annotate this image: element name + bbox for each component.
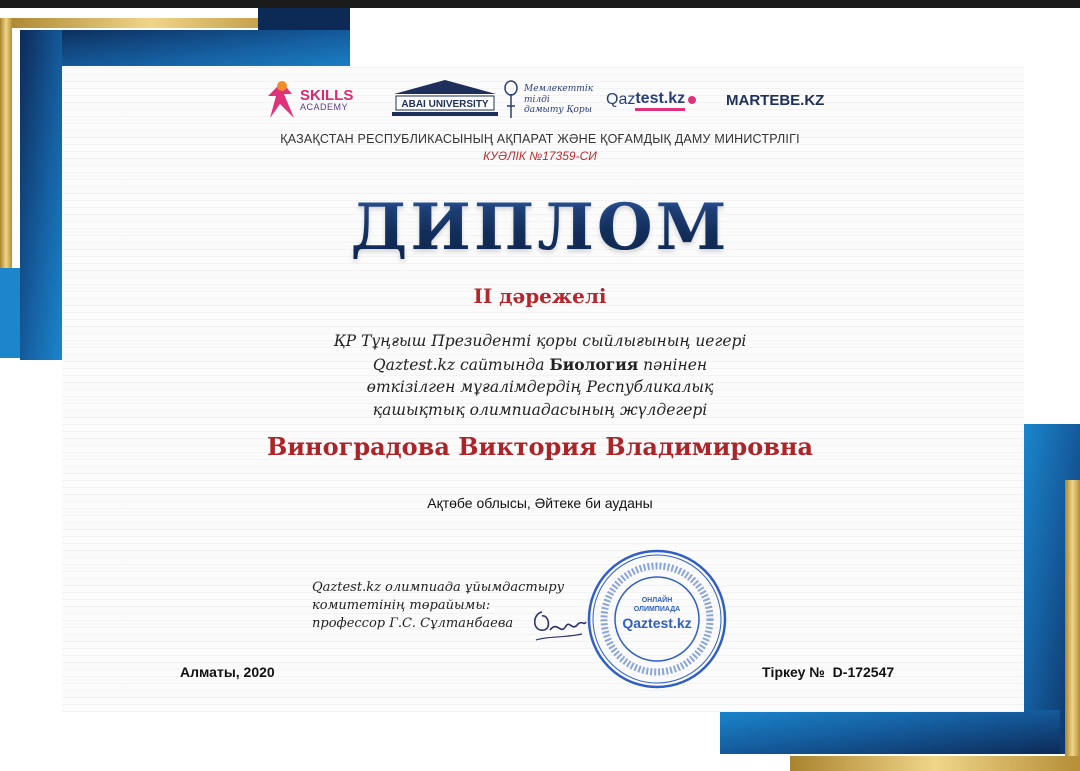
fund-line-2: тілді xyxy=(524,94,550,105)
subject-name: Биология xyxy=(549,355,639,374)
qaztest-text-a: Qaz xyxy=(606,91,636,108)
partner-logos xyxy=(266,74,826,126)
fund-line-1: Мемлекеттік xyxy=(524,84,594,95)
registration-number xyxy=(762,664,894,680)
degree-label: II дәрежелі xyxy=(473,284,607,308)
skills-academy-logo xyxy=(266,74,361,126)
ministry-line: ҚАЗАҚСТАН РЕСПУБЛИКАСЫНЫҢ АҚПАРАТ ЖӘНЕ ҚОҒАМДЫҚ ДАМУ МИНИСТРЛІГІ xyxy=(280,132,800,146)
recipient-name: Виноградова Виктория Владимировна xyxy=(266,432,814,461)
language-fund-logo xyxy=(502,74,602,126)
stamp-middle-text: ОЛИМПИАДА xyxy=(633,606,681,613)
diploma-title: ДИПЛОМ xyxy=(0,190,1080,265)
handwritten-signature xyxy=(528,600,588,650)
description-line-2-end: пәнінен xyxy=(638,356,708,374)
signature-line-3: профессор Г.С. Сұлтанбаева xyxy=(312,616,514,631)
skills-text: SKILLS xyxy=(300,87,354,104)
license-number: КУӘЛІК №17359-СИ xyxy=(483,149,597,163)
academy-text: ACADEMY xyxy=(300,102,349,112)
signature-line-1: Qaztest.kz олимпиада ұйымдастыру xyxy=(312,580,565,595)
official-stamp xyxy=(586,548,728,690)
qaztest-text-b: test.kz xyxy=(635,90,685,111)
registration-value: D-172547 xyxy=(832,664,895,680)
description-line-3: өткізілген мұғалімдердің Республикалық xyxy=(366,378,714,396)
abai-university-logo xyxy=(390,74,500,126)
description-line-1: ҚР Тұңғыш Президенті қоры сыйлығының иегері xyxy=(333,332,747,350)
signature-line-2: комитетінің төрайымы: xyxy=(312,598,491,613)
skills-person-icon xyxy=(266,78,298,122)
description-line-2-start: Qaztest.kz сайтында xyxy=(372,356,550,374)
martebe-logo xyxy=(726,74,826,126)
abai-text: ABAI UNIVERSITY xyxy=(401,99,489,110)
description-line-4: қашықтық олимпиадасының жүлдегері xyxy=(372,401,708,419)
description-line-2 xyxy=(0,355,1080,374)
fund-emblem-icon xyxy=(502,78,520,122)
qaztest-logo xyxy=(606,74,718,126)
martebe-text: MARTEBE.KZ xyxy=(726,91,825,109)
recipient-region: Ақтөбе облысы, Әйтеке би ауданы xyxy=(427,495,653,511)
fund-line-3: дамыту Қоры xyxy=(524,105,592,116)
qaztest-dot-icon xyxy=(688,96,696,104)
registration-label: Тіркеу № xyxy=(762,664,825,680)
city-year: Алматы, 2020 xyxy=(180,664,275,680)
top-bar xyxy=(0,0,1080,8)
stamp-top-text: ОНЛАЙН xyxy=(641,597,673,604)
stamp-brand-text: Qaztest.kz xyxy=(622,615,692,631)
